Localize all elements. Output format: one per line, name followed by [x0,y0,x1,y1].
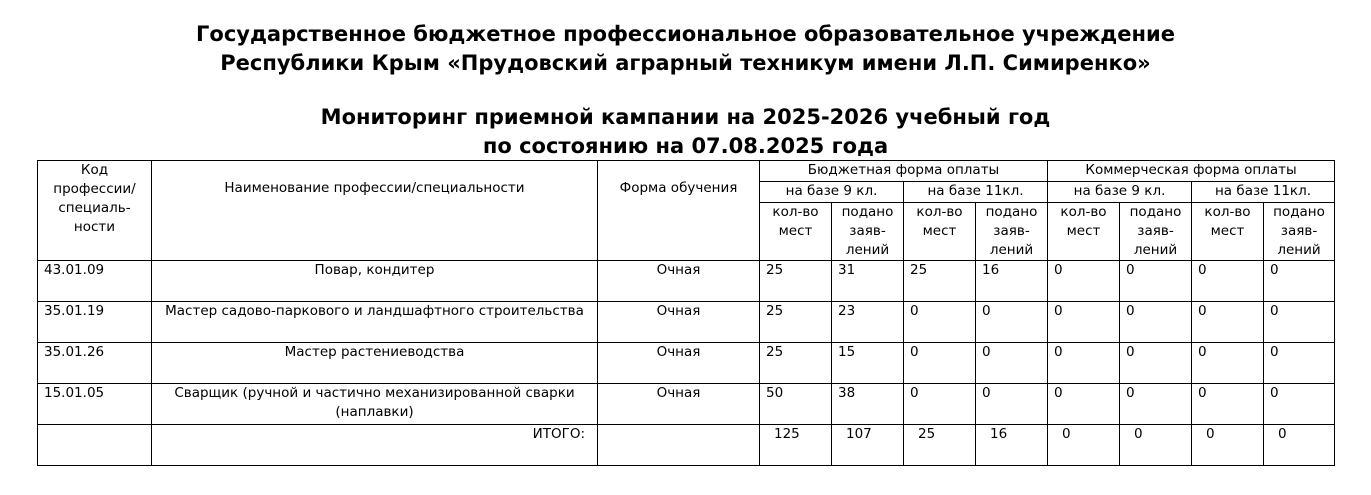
row-value: 0 [976,343,1048,384]
monitoring-title: Мониторинг приемной кампании на 2025-2026 учебный год [320,105,1051,129]
row-value: 0 [1120,384,1192,425]
header-budget-base11: на базе 11кл. [904,182,1048,203]
header-commercial-base11: на базе 11кл. [1192,182,1335,203]
total-value: 0 [1048,425,1120,466]
header-form: Форма обучения [598,161,760,261]
row-value: 23 [832,302,904,343]
row-value: 0 [1192,302,1264,343]
row-value: 25 [760,261,832,302]
table-row [38,384,1335,425]
row-value: 0 [1120,302,1192,343]
row-value: 0 [1192,261,1264,302]
row-value: 15 [832,343,904,384]
row-value: 50 [760,384,832,425]
row-value: 0 [1264,261,1335,302]
row-form: Очная [598,261,760,302]
total-value: 16 [976,425,1048,466]
header-applications: подано заяв- лений [1120,203,1192,261]
total-form-empty [598,425,760,466]
table-row [38,343,1335,384]
row-value: 0 [1048,384,1120,425]
header-applications: подано заяв- лений [1264,203,1335,261]
row-value: 0 [904,384,976,425]
org-name-line-2: Республики Крым «Прудовский аграрный техникум имени Л.П. Симиренко» [220,51,1151,75]
total-value: 25 [904,425,976,466]
row-value: 0 [1264,384,1335,425]
total-code-empty [38,425,152,466]
row-value: 0 [904,302,976,343]
row-value: 25 [760,343,832,384]
row-value: 0 [1048,261,1120,302]
header-applications: подано заяв- лений [976,203,1048,261]
admission-table [37,160,1335,466]
row-value: 38 [832,384,904,425]
row-value: 0 [1120,343,1192,384]
header-commercial-base9: на базе 9 кл. [1048,182,1192,203]
header-places: кол-во мест [1048,203,1120,261]
row-name: Мастер растениеводства [152,343,598,384]
total-label: ИТОГО: [152,425,598,466]
header-code: Код профессии/ специаль- ности [38,161,152,261]
row-code: 35.01.26 [38,343,152,384]
total-value: 0 [1264,425,1335,466]
total-value: 0 [1192,425,1264,466]
row-name: Мастер садово-паркового и ландшафтного строительства [152,302,598,343]
row-value: 0 [976,384,1048,425]
row-value: 0 [904,343,976,384]
header-places: кол-во мест [1192,203,1264,261]
row-form: Очная [598,302,760,343]
row-value: 25 [760,302,832,343]
row-value: 0 [1192,384,1264,425]
row-code: 35.01.19 [38,302,152,343]
org-name-line-1: Государственное бюджетное профессиональное образовательное учреждение [196,22,1175,46]
monitoring-date: по состоянию на 07.08.2025 года [482,134,889,158]
header-budget: Бюджетная форма оплаты [760,161,1048,182]
row-form: Очная [598,384,760,425]
header-applications: подано заяв- лений [832,203,904,261]
table-row [38,302,1335,343]
header-places: кол-во мест [760,203,832,261]
row-form: Очная [598,343,760,384]
row-value: 0 [976,302,1048,343]
header-commercial: Коммерческая форма оплаты [1048,161,1335,182]
total-value: 0 [1120,425,1192,466]
row-value: 0 [1048,343,1120,384]
row-code: 43.01.09 [38,261,152,302]
row-value: 0 [1120,261,1192,302]
header-budget-base9: на базе 9 кл. [760,182,904,203]
row-value: 31 [832,261,904,302]
total-value: 125 [760,425,832,466]
row-code: 15.01.05 [38,384,152,425]
total-value: 107 [832,425,904,466]
row-value: 25 [904,261,976,302]
header-name: Наименование профессии/специальности [152,161,598,261]
row-value: 0 [1264,343,1335,384]
row-name: Повар, кондитер [152,261,598,302]
row-value: 0 [1048,302,1120,343]
row-value: 16 [976,261,1048,302]
row-value: 0 [1264,302,1335,343]
row-value: 0 [1192,343,1264,384]
row-name: Сварщик (ручной и частично механизированной сварки (наплавки) [152,384,598,425]
total-row [38,425,1335,466]
table-row [38,261,1335,302]
header-places: кол-во мест [904,203,976,261]
